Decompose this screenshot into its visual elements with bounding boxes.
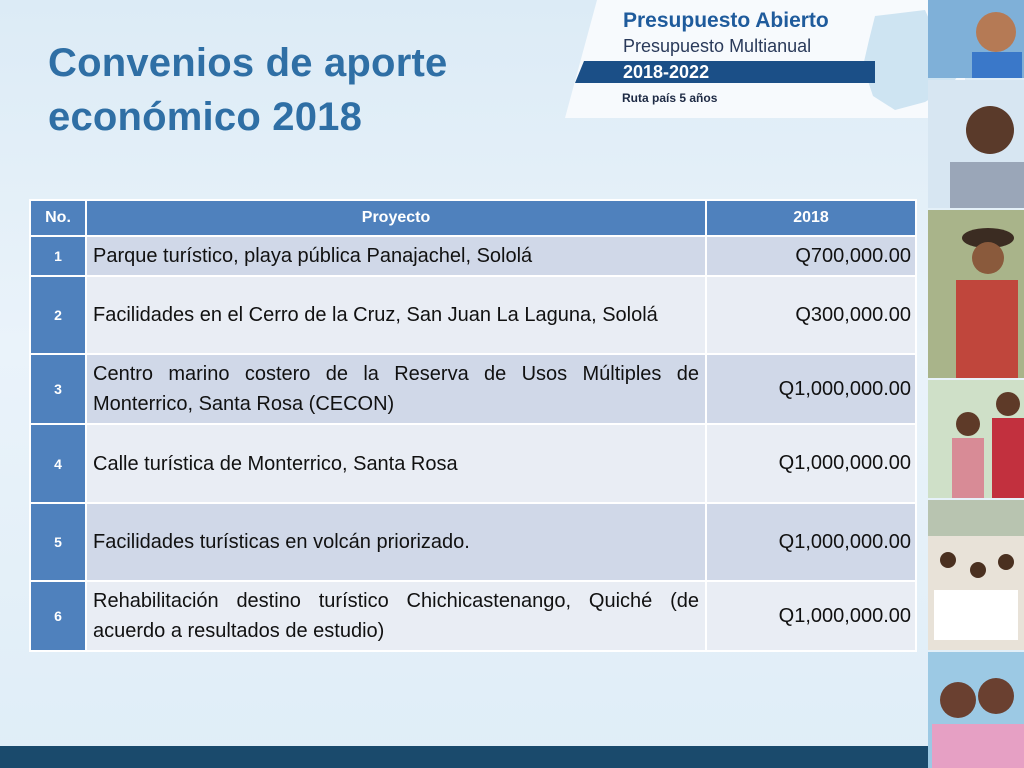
row-number: 2: [30, 276, 86, 354]
photo-child-1: [928, 0, 1024, 78]
table-row: [30, 236, 916, 276]
header-no: No.: [30, 200, 86, 236]
banner-tagline: Ruta país 5 años: [622, 91, 718, 105]
table-row: [30, 276, 916, 354]
row-project: Parque turístico, playa pública Panajachel, Sololá: [86, 236, 706, 276]
row-number: 6: [30, 581, 86, 651]
row-number: 4: [30, 424, 86, 503]
photo-child-2: [928, 80, 1024, 208]
row-amount: Q300,000.00: [706, 276, 916, 354]
table-row: [30, 354, 916, 424]
banner-subtitle: Presupuesto Multianual: [623, 36, 812, 56]
photo-children-outdoor: [928, 380, 1024, 498]
row-project: Facilidades turísticas en volcán priorizado.: [86, 503, 706, 581]
table-row: [30, 424, 916, 503]
convenios-table: [29, 199, 917, 652]
row-amount: Q1,000,000.00: [706, 424, 916, 503]
banner-years-bar: [575, 61, 875, 83]
header-year: 2018: [706, 200, 916, 236]
table-row: [30, 581, 916, 651]
row-number: 5: [30, 503, 86, 581]
presupuesto-abierto-banner: [565, 0, 965, 118]
banner-title: Presupuesto Abierto: [623, 9, 829, 32]
row-project: Calle turística de Monterrico, Santa Rosa: [86, 424, 706, 503]
table-header-row: [30, 200, 916, 236]
row-project: Facilidades en el Cerro de la Cruz, San Juan La Laguna, Sololá: [86, 276, 706, 354]
row-amount: Q1,000,000.00: [706, 503, 916, 581]
row-amount: Q700,000.00: [706, 236, 916, 276]
row-project: Centro marino costero de la Reserva de Usos Múltiples de Monterrico, Santa Rosa (CECON): [86, 354, 706, 424]
row-number: 3: [30, 354, 86, 424]
slide-title: Convenios de aporte económico 2018: [48, 41, 448, 139]
photo-classroom: [928, 500, 1024, 650]
row-project: Rehabilitación destino turístico Chichicastenango, Quiché (de acuerdo a resultados de estudio): [86, 581, 706, 651]
photo-strip: [928, 0, 1024, 768]
photo-man-hat: [928, 210, 1024, 378]
photo-girls-smiling: [928, 652, 1024, 768]
row-number: 1: [30, 236, 86, 276]
row-amount: Q1,000,000.00: [706, 354, 916, 424]
table-row: [30, 503, 916, 581]
header-proyecto: Proyecto: [86, 200, 706, 236]
banner-years: 2018-2022: [623, 62, 710, 82]
row-amount: Q1,000,000.00: [706, 581, 916, 651]
bottom-bar: [0, 746, 928, 768]
